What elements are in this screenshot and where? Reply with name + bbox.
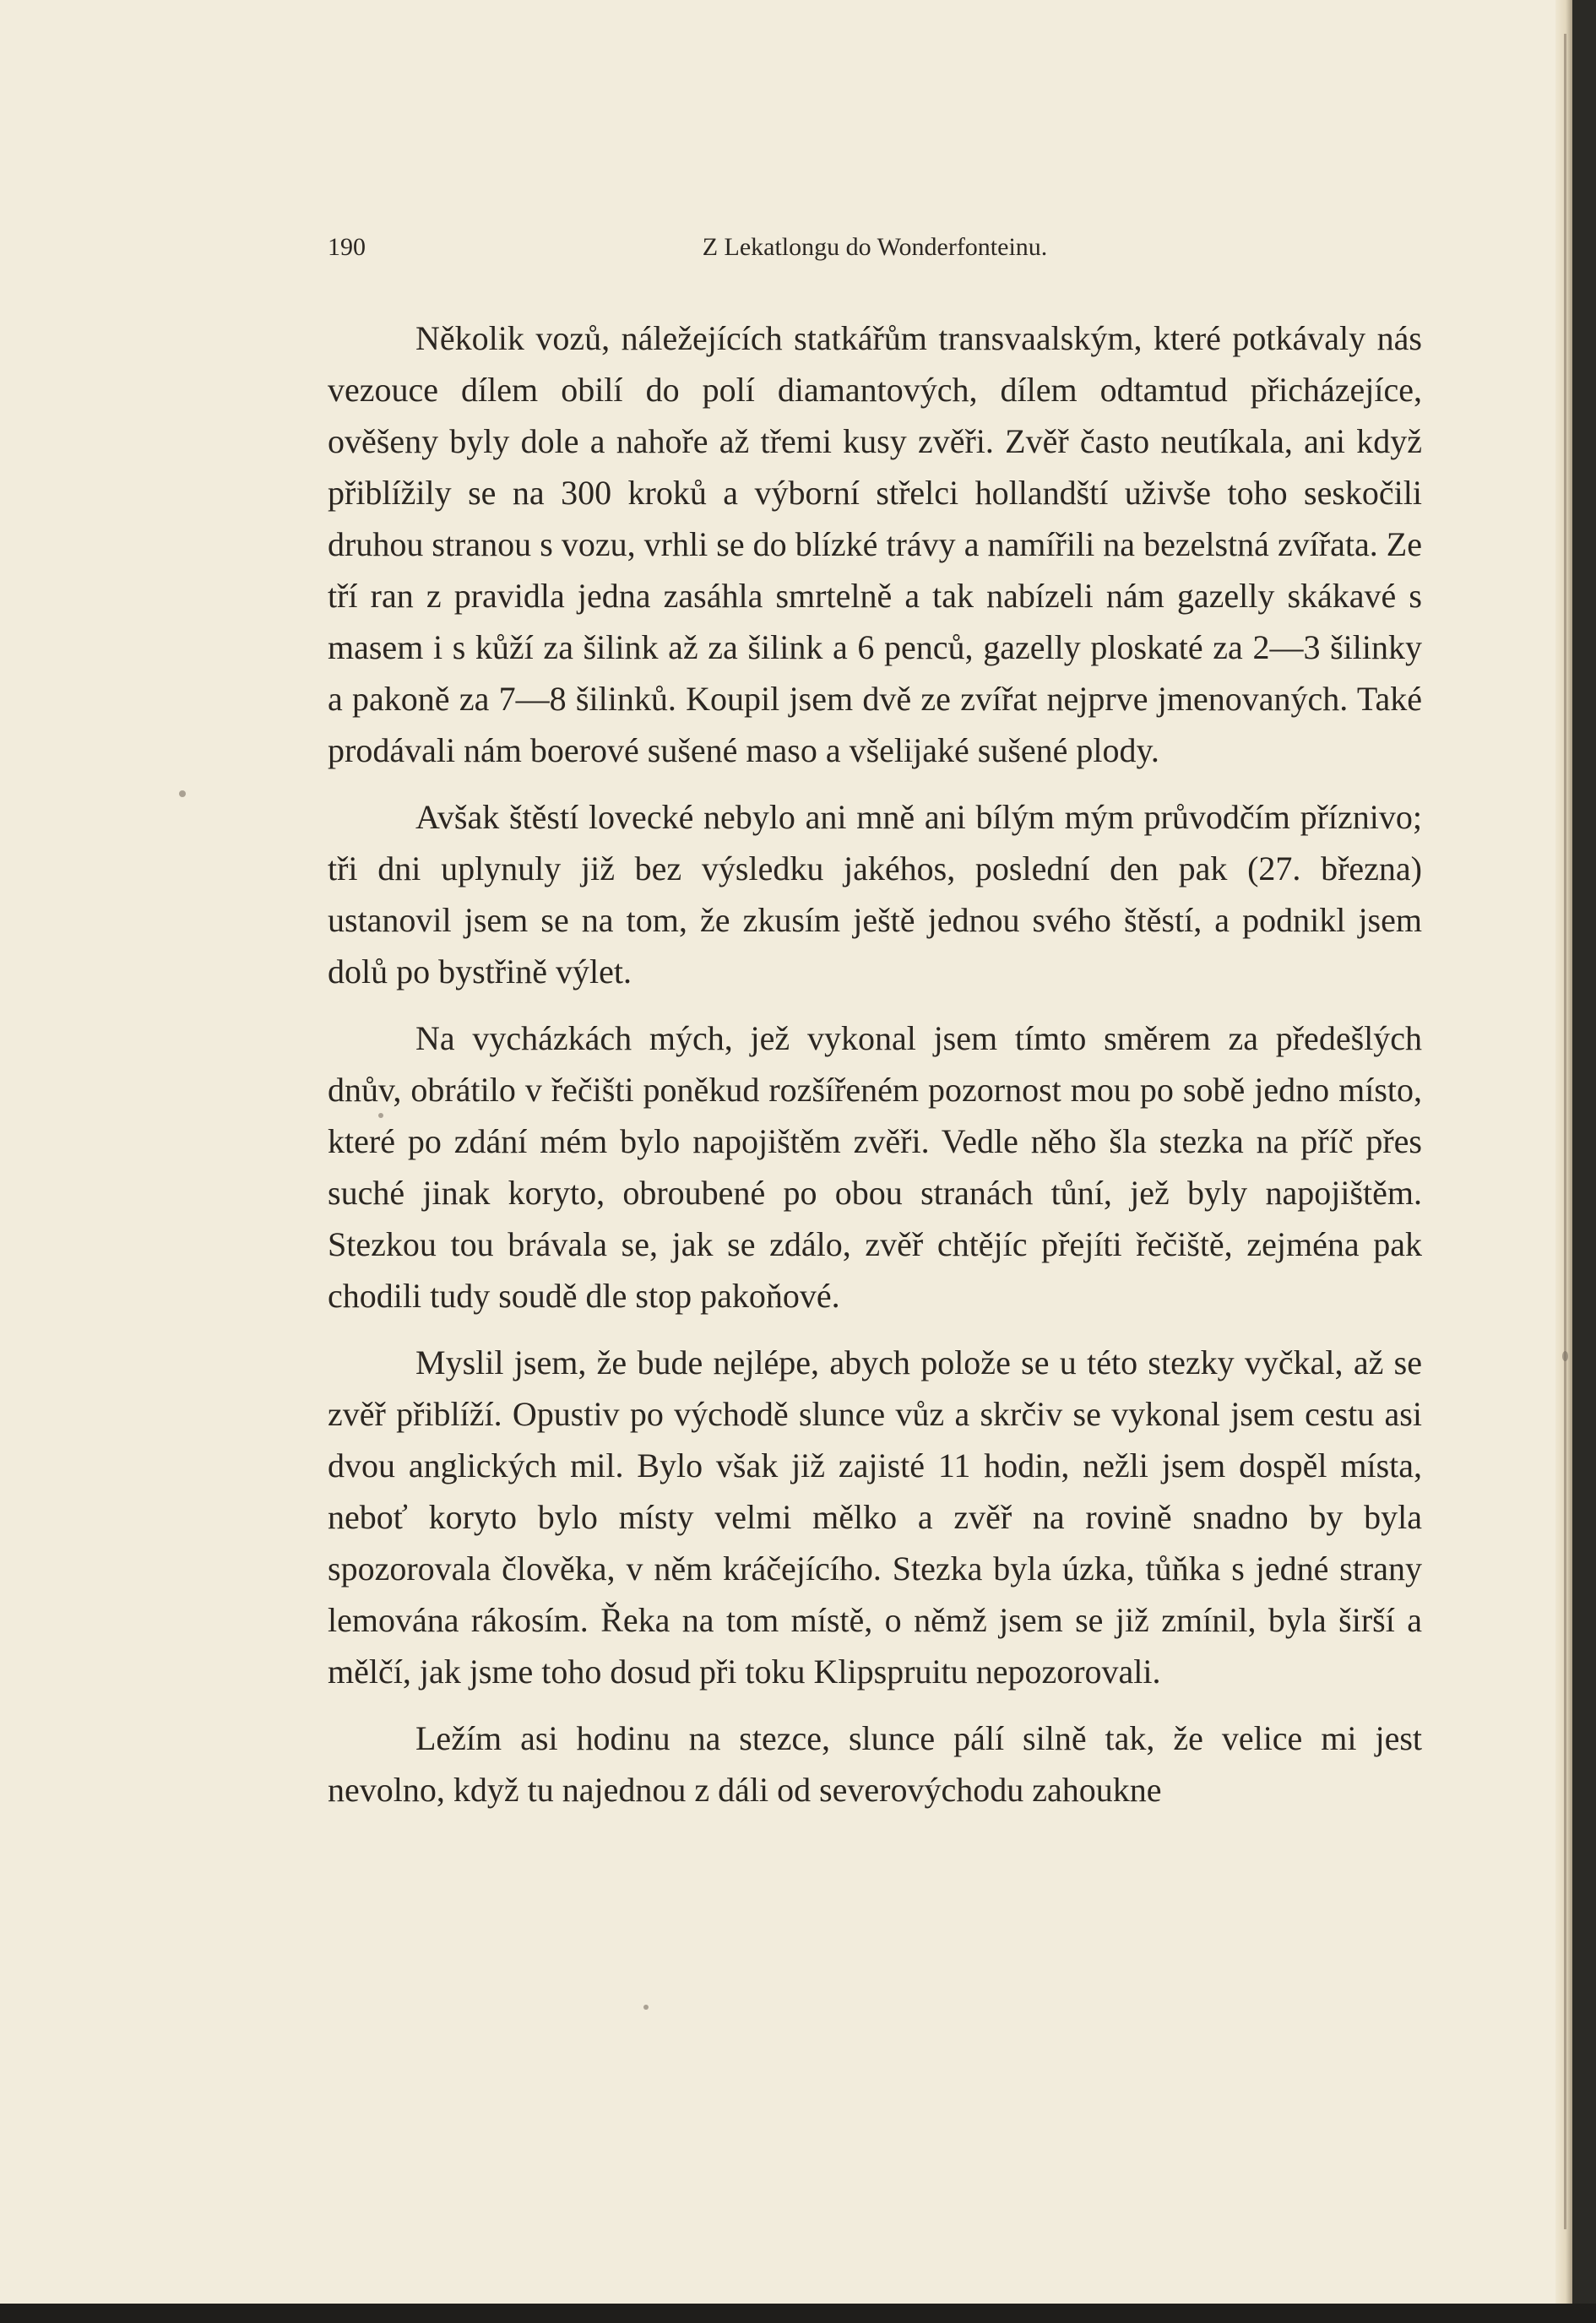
page-number: 190 <box>328 233 366 261</box>
paper-speck <box>643 2005 649 2010</box>
paper-speck <box>1562 1351 1568 1361</box>
body-text <box>328 312 1422 1831</box>
paragraph: Ležím asi hodinu na stezce, slunce pálí silně tak, že velice mi jest nevolno, když tu najednou z dáli od severovýchodu zahoukne <box>328 1719 1422 1809</box>
paragraph: Avšak štěstí lovecké nebylo ani mně ani bílým mým průvodčím příznivo; tři dni uplynuly již bez výsledku jakéhos, poslední den pak (27. března) ustanovil jsem se na tom, že zkusím ještě jednou svého štěstí, a podnikl jsem dolů po bystřině výlet. <box>328 798 1422 991</box>
page-edge-shadow <box>1564 34 1566 2229</box>
paragraph: Myslil jsem, že bude nejlépe, abych polože se u této stezky vyčkal, až se zvěř přiblíží. Opustiv po východě slunce vůz a skrčiv se vykonal jsem cestu asi dvou anglických mil. Bylo však již zajisté 11 hodin, nežli jsem dospěl místa, neboť koryto bylo místy velmi mělko a zvěř na rovině snadno by byla spozorovala člověka, v něm kráčejícího. Stezka byla úzka, tůňka s jedné strany lemována rákosím. Řeka na tom místě, o němž jsem se již zmínil, byla širší a mělčí, jak jsme toho dosud při toku Klipspruitu nepozorovali. <box>328 1343 1422 1691</box>
paper-speck <box>378 1113 383 1118</box>
paragraph: Několik vozů, náležejících statkářům transvaalským, které potkávaly nás vezouce dílem obilí do polí diamantových, dílem odtamtud přicházejíce, ověšeny byly dole a nahoře až třemi kusy zvěři. Zvěř často neutíkala, ani když přiblížily se na 300 kroků a výborní střelci hollandští uživše toho seskočili druhou stranou s vozu, vrhli se do blízké trávy a namířili na bezelstná zvířata. Ze tří ran z pravidla jedna zasáhla smrtelně a tak nabízeli nám gazelly skákavé s masem i s kůží za šilink až za šilink a 6 penců, gazelly ploskaté za 2—3 šilinky a pakoně za 7—8 šilinků. Koupil jsem dvě ze zvířat nejprve jmenovaných. Také prodávali nám boerové sušené maso a všelijaké sušené plody. <box>328 319 1422 769</box>
paper-speck <box>179 790 186 797</box>
scan-border <box>0 2304 1596 2323</box>
paragraph: Na vycházkách mých, jež vykonal jsem tímto směrem za předešlých dnův, obrátilo v řečišti poněkud rozšířeném pozornost mou po sobě jedno místo, které po zdání mém bylo napojištěm zvěři. Vedle něho šla stezka na příč přes suché jinak koryto, obroubené po obou stranách tůní, jež byly napojištěm. Stezkou tou brávala se, jak se zdálo, zvěř chtějíc přejíti řečiště, zejména pak chodili tudy soudě dle stop pakoňové. <box>328 1019 1422 1315</box>
running-head <box>328 233 1422 267</box>
running-title: Z Lekatlongu do Wonderfonteinu. <box>702 233 1048 261</box>
